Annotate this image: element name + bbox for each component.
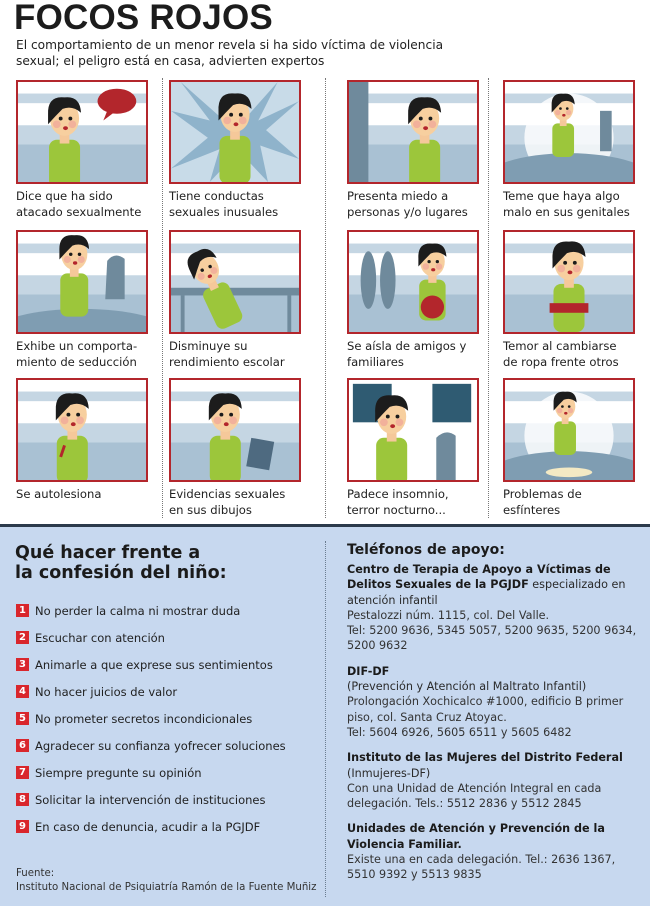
caption-line: Teme que haya algo bbox=[503, 189, 620, 203]
caption-line: Se autolesiona bbox=[16, 487, 102, 501]
caption-line: Exhibe un comporta- bbox=[16, 339, 138, 353]
caption-line: personas y/o lugares bbox=[347, 204, 468, 219]
step-item bbox=[16, 786, 286, 813]
sign-card bbox=[169, 378, 301, 518]
org-address: Pestalozzi núm. 1115, col. Del Valle. bbox=[347, 608, 550, 622]
step-item bbox=[16, 678, 286, 705]
source-text: Instituto Nacional de Psiquiatría Ramón de la Fuente Muñiz bbox=[16, 881, 317, 893]
boy-illustration bbox=[18, 232, 146, 332]
title-line: Qué hacer frente a bbox=[15, 543, 201, 563]
sign-card bbox=[347, 378, 479, 518]
boy-illustration bbox=[505, 232, 633, 332]
step-text: No hacer juicios de valor bbox=[35, 684, 178, 699]
step-number-badge: 3 bbox=[16, 658, 29, 671]
boy-illustration bbox=[349, 232, 477, 332]
org-desc: (Inmujeres-DF) bbox=[347, 766, 431, 780]
org-name: DIF-DF bbox=[347, 664, 390, 678]
boy-figure bbox=[552, 241, 585, 332]
boy-illustration bbox=[505, 82, 633, 182]
help-section bbox=[0, 524, 650, 906]
page-title: FOCOS ROJOS bbox=[14, 0, 273, 37]
sign-card bbox=[16, 80, 148, 220]
step-number-badge: 8 bbox=[16, 793, 29, 806]
illustration-panel bbox=[503, 80, 635, 184]
step-text: Agradecer su confianza yofrecer soluciones bbox=[35, 738, 286, 753]
illustration-panel bbox=[347, 378, 479, 482]
step-text: No perder la calma ni mostrar duda bbox=[35, 603, 241, 618]
step-text: Solicitar la intervención de instituciones bbox=[35, 792, 266, 807]
warning-signs-grid bbox=[0, 78, 650, 518]
illustration-panel bbox=[169, 80, 301, 184]
step-text: Animarle a que exprese sus sentimientos bbox=[35, 657, 273, 672]
sign-caption bbox=[16, 189, 148, 220]
step-text: Escuchar con atención bbox=[35, 630, 165, 645]
step-text: En caso de denuncia, acudir a la PGJDF bbox=[35, 819, 261, 834]
caption-line: sexuales inusuales bbox=[169, 204, 279, 219]
org-name: Instituto de las Mujeres del Distrito Federal bbox=[347, 751, 623, 765]
sign-card bbox=[169, 80, 301, 220]
org-desc: especializado en atención infantil bbox=[347, 578, 626, 607]
what-to-do-title bbox=[15, 543, 227, 583]
sign-card bbox=[503, 378, 635, 518]
boy-illustration bbox=[171, 82, 299, 182]
sign-caption bbox=[169, 339, 301, 370]
divider bbox=[325, 541, 326, 897]
divider bbox=[162, 78, 163, 518]
sign-caption bbox=[16, 487, 148, 503]
boy-illustration bbox=[171, 380, 299, 480]
sign-caption bbox=[347, 339, 479, 370]
org-entry bbox=[347, 562, 642, 654]
sign-caption bbox=[503, 487, 635, 518]
step-item bbox=[16, 732, 286, 759]
org-entry bbox=[347, 750, 642, 811]
org-address: Existe una en cada delegación. Tel.: 2636 1367, 5510 9392 y 5513 9835 bbox=[347, 853, 616, 882]
boy-illustration bbox=[18, 82, 146, 182]
step-text: Siempre pregunte su opinión bbox=[35, 765, 202, 780]
source-label: Fuente: bbox=[16, 868, 55, 879]
source-note bbox=[16, 867, 316, 894]
sign-card bbox=[503, 230, 635, 370]
caption-line: Temor al cambiarse bbox=[503, 339, 617, 353]
illustration-panel bbox=[347, 230, 479, 334]
caption-line: Evidencias sexuales bbox=[169, 487, 286, 501]
sign-caption bbox=[503, 339, 635, 370]
org-entry bbox=[347, 821, 642, 882]
boy-figure bbox=[554, 392, 577, 455]
sign-caption bbox=[16, 339, 148, 370]
step-text: No prometer secretos incondicionales bbox=[35, 711, 253, 726]
boy-figure bbox=[218, 93, 251, 182]
illustration-panel bbox=[169, 230, 301, 334]
sign-caption bbox=[347, 487, 479, 518]
boy-figure bbox=[59, 235, 89, 317]
step-number-badge: 7 bbox=[16, 766, 29, 779]
illustration-panel bbox=[347, 80, 479, 184]
caption-line: Presenta miedo a bbox=[347, 189, 449, 203]
org-address: Con una Unidad de Atención Integral en cada delegación. Tels.: 5512 2836 y 5512 2845 bbox=[347, 781, 602, 811]
phones-title: Teléfonos de apoyo: bbox=[347, 542, 505, 558]
illustration-panel bbox=[16, 230, 148, 334]
step-number-badge: 4 bbox=[16, 685, 29, 698]
step-number-badge: 5 bbox=[16, 712, 29, 725]
page-subtitle: El comportamiento de un menor revela si ha sido víctima de violencia sexual; el peligro está en casa, advierten expertos bbox=[16, 38, 444, 68]
boy-illustration bbox=[18, 380, 146, 480]
caption-line: Se aísla de amigos y bbox=[347, 339, 467, 353]
step-number-badge: 1 bbox=[16, 604, 29, 617]
step-item bbox=[16, 813, 286, 840]
caption-line: Tiene conductas bbox=[169, 189, 264, 203]
sign-caption bbox=[347, 189, 479, 220]
caption-line: Disminuye su bbox=[169, 339, 248, 353]
org-desc: (Prevención y Atención al Maltrato Infantil) bbox=[347, 680, 587, 694]
boy-illustration bbox=[505, 380, 633, 480]
caption-line: malo en sus genitales bbox=[503, 204, 630, 219]
boy-illustration bbox=[349, 380, 477, 480]
caption-line: atacado sexualmente bbox=[16, 204, 142, 219]
org-address: Prolongación Xochicalco #1000, edificio B primer piso, col. Santa Cruz Atoyac. bbox=[347, 695, 624, 724]
support-phones bbox=[347, 541, 642, 893]
org-phone: Tel: 5604 6926, 5605 6511 y 5605 6482 bbox=[347, 725, 572, 739]
org-name: Unidades de Atención y Prevención de la Violencia Familiar. bbox=[347, 822, 605, 851]
org-entry bbox=[347, 664, 642, 740]
boy-illustration bbox=[349, 82, 477, 182]
sign-card bbox=[16, 378, 148, 503]
caption-line: Dice que ha sido bbox=[16, 189, 113, 203]
caption-line: familiares bbox=[347, 354, 404, 369]
org-name: Centro de Terapia de Apoyo a Víctimas de Delitos Sexuales de la PGJDF bbox=[347, 563, 611, 592]
illustration-panel bbox=[16, 378, 148, 482]
caption-line: miento de seducción bbox=[16, 354, 137, 369]
boy-figure bbox=[552, 94, 575, 157]
illustration-panel bbox=[503, 230, 635, 334]
caption-line: de ropa frente otros bbox=[503, 354, 619, 369]
sign-caption bbox=[503, 189, 635, 220]
steps-list bbox=[16, 597, 286, 840]
divider bbox=[325, 78, 326, 518]
step-number-badge: 2 bbox=[16, 631, 29, 644]
step-number-badge: 6 bbox=[16, 739, 29, 752]
sign-caption bbox=[169, 487, 301, 518]
sign-caption bbox=[169, 189, 301, 220]
illustration-panel bbox=[503, 378, 635, 482]
caption-line: en sus dibujos bbox=[169, 502, 252, 517]
step-item bbox=[16, 624, 286, 651]
caption-line: rendimiento escolar bbox=[169, 354, 285, 369]
sign-card bbox=[347, 80, 479, 220]
sign-card bbox=[169, 230, 301, 370]
caption-line: terror nocturno... bbox=[347, 502, 446, 517]
caption-line: Padece insomnio, bbox=[347, 487, 449, 501]
illustration-panel bbox=[16, 80, 148, 184]
divider bbox=[488, 78, 489, 518]
caption-line: Problemas de bbox=[503, 487, 582, 501]
step-item bbox=[16, 759, 286, 786]
step-item bbox=[16, 651, 286, 678]
title-line: la confesión del niño: bbox=[15, 563, 227, 583]
sign-card bbox=[347, 230, 479, 370]
sign-card bbox=[16, 230, 148, 370]
step-number-badge: 9 bbox=[16, 820, 29, 833]
step-item bbox=[16, 597, 286, 624]
org-phone: Tel: 5200 9636, 5345 5057, 5200 9635, 5200 9634, 5200 9632 bbox=[347, 624, 637, 653]
illustration-panel bbox=[169, 378, 301, 482]
step-item bbox=[16, 705, 286, 732]
caption-line: esfínteres bbox=[503, 502, 561, 517]
boy-illustration bbox=[171, 232, 299, 332]
sign-card bbox=[503, 80, 635, 220]
